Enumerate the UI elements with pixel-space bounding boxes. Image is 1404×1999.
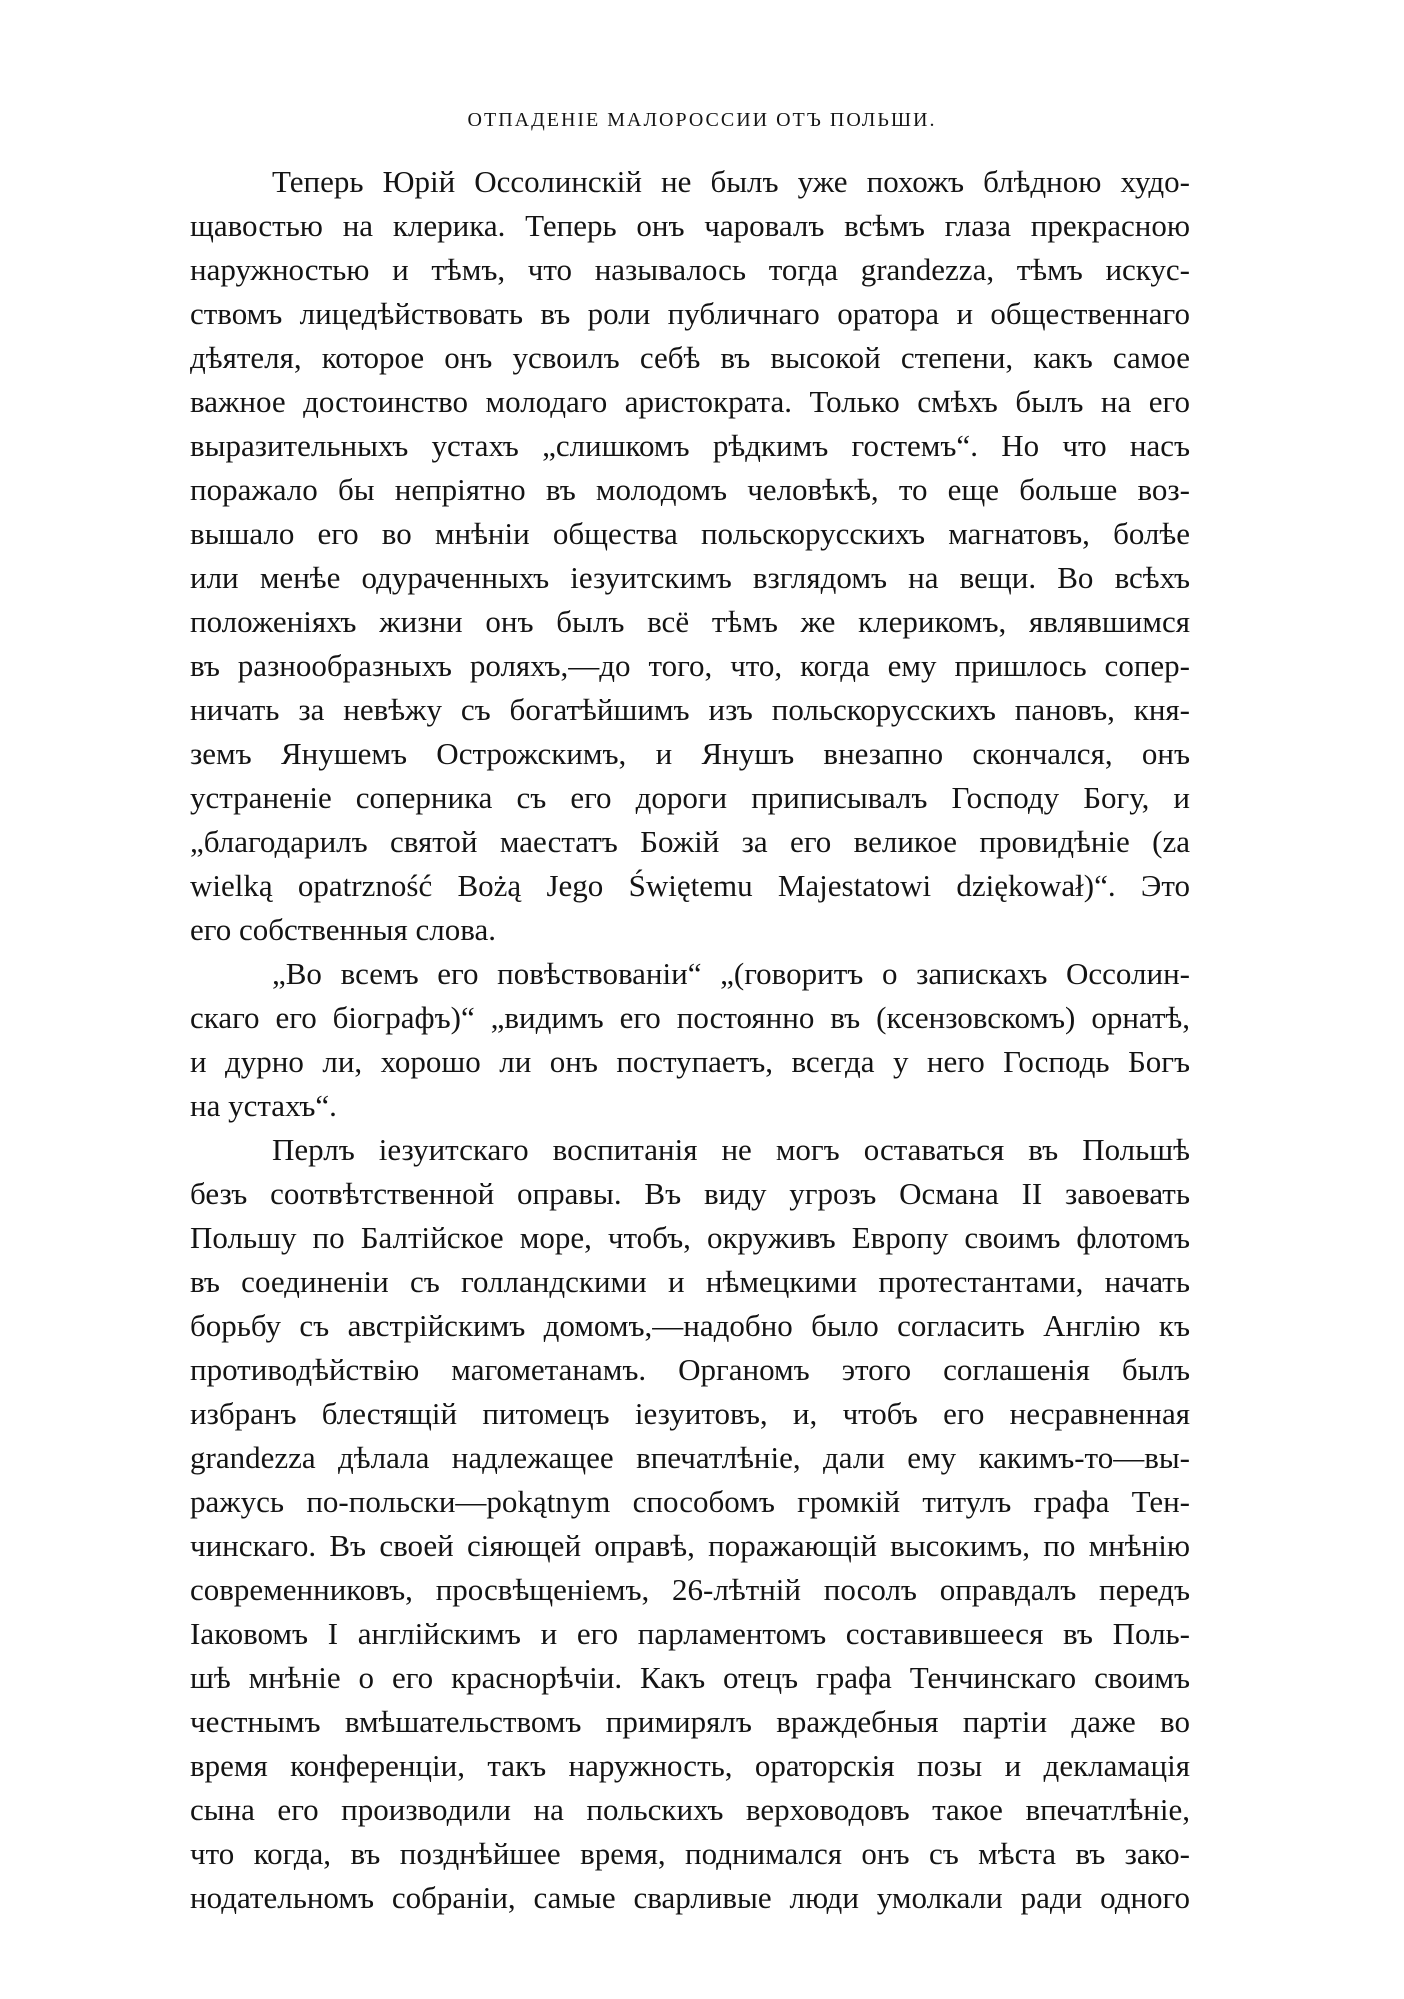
text-line: современниковъ, просвѣщеніемъ, 26-лѣтній посолъ оправдалъ передъ bbox=[190, 1572, 1190, 1607]
text-line: щавостью на клерика. Теперь онъ чаровалъ всѣмъ глаза прекрасною bbox=[190, 208, 1190, 243]
text-line: дѣятеля, которое онъ усвоилъ себѣ въ высокой степени, какъ самое bbox=[190, 340, 1190, 375]
text-line: скаго его біографъ)“ „видимъ его постоянно въ (ксензовскомъ) орнатѣ, bbox=[190, 1000, 1190, 1035]
text-line: или менѣе одураченныхъ іезуитскимъ взглядомъ на вещи. Во всѣхъ bbox=[190, 560, 1190, 595]
text-line: устраненіе соперника съ его дороги приписывалъ Господу Богу, и bbox=[190, 780, 1190, 815]
text-line: Перлъ іезуитскаго воспитанія не могъ оставаться въ Польшѣ bbox=[272, 1132, 1190, 1167]
text-line: ствомъ лицедѣйствовать въ роли публичнаго оратора и общественнаго bbox=[190, 296, 1190, 331]
text-line: „благодарилъ святой маестатъ Божій за его великое провидѣніе (za bbox=[190, 824, 1190, 859]
text-line: борьбу съ австрійскимъ домомъ,—надобно было согласить Англію къ bbox=[190, 1308, 1190, 1343]
text-line: выразительныхъ устахъ „слишкомъ рѣдкимъ гостемъ“. Но что насъ bbox=[190, 428, 1190, 463]
text-line: wielką opatrzność Bożą Jego Świętemu Majestatowi dziękował)“. Это bbox=[190, 868, 1190, 903]
text-line: избранъ блестящій питомецъ іезуитовъ, и, чтобъ его несравненная bbox=[190, 1396, 1190, 1431]
text-line: важное достоинство молодаго аристократа. Только смѣхъ былъ на его bbox=[190, 384, 1190, 419]
text-line: честнымъ вмѣшательствомъ примирялъ враждебныя партіи даже во bbox=[190, 1704, 1190, 1739]
text-line: Теперь Юрій Оссолинскій не былъ уже похожъ блѣдною худо- bbox=[272, 164, 1190, 199]
text-line: въ разнообразныхъ роляхъ,—до того, что, когда ему пришлось сопер- bbox=[190, 648, 1190, 683]
paragraph bbox=[190, 1128, 1190, 1920]
text-line: наружностью и тѣмъ, что называлось тогда grandezza, тѣмъ искус- bbox=[190, 252, 1190, 287]
text-line: земъ Янушемъ Острожскимъ, и Янушъ внезапно скончался, онъ bbox=[190, 736, 1190, 771]
text-line: сына его производили на польскихъ верховодовъ такое впечатлѣніе, bbox=[190, 1792, 1190, 1827]
text-line: ничать за невѣжу съ богатѣйшимъ изъ польскорусскихъ пановъ, кня- bbox=[190, 692, 1190, 727]
text-line: противодѣйствію магометанамъ. Органомъ этого соглашенія былъ bbox=[190, 1352, 1190, 1387]
text-line: нодательномъ собраніи, самые сварливые люди умолкали ради одного bbox=[190, 1880, 1190, 1915]
text-line: Польшу по Балтійское море, чтобъ, окруживъ Европу своимъ флотомъ bbox=[190, 1220, 1190, 1255]
text-line: grandezza дѣлала надлежащее впечатлѣніе, дали ему какимъ-то—вы- bbox=[190, 1440, 1190, 1475]
text-line: ражусь по-польски—pokątnym способомъ громкій титулъ графа Тен- bbox=[190, 1484, 1190, 1519]
paragraph bbox=[190, 952, 1190, 1128]
text-line: чинскаго. Въ своей сіяющей оправѣ, поражающій высокимъ, по мнѣнію bbox=[190, 1528, 1190, 1563]
paragraph bbox=[190, 160, 1190, 952]
running-title: ОТПАДЕНІЕ МАЛОРОССИИ ОТЪ ПОЛЬШИ. bbox=[467, 109, 937, 131]
text-line: время конференціи, такъ наружность, ораторскія позы и декламація bbox=[190, 1748, 1190, 1783]
text-line: что когда, въ позднѣйшее время, поднимался онъ съ мѣста въ зако- bbox=[190, 1836, 1190, 1871]
text-line: безъ соотвѣтственной оправы. Въ виду угрозъ Османа II завоевать bbox=[190, 1176, 1190, 1211]
text-line: положеніяхъ жизни онъ былъ всё тѣмъ же клерикомъ, являвшимся bbox=[190, 604, 1190, 639]
text-line: и дурно ли, хорошо ли онъ поступаетъ, всегда у него Господь Богъ bbox=[190, 1044, 1190, 1079]
main-text bbox=[190, 160, 1190, 1920]
text-line: вышало его во мнѣніи общества польскорусскихъ магнатовъ, болѣе bbox=[190, 516, 1190, 551]
text-line: поражало бы непріятно въ молодомъ человѣкѣ, то еще больше воз- bbox=[190, 472, 1190, 507]
text-line: шѣ мнѣніе о его краснорѣчіи. Какъ отецъ графа Тенчинскаго своимъ bbox=[190, 1660, 1190, 1695]
text-line: „Во всемъ его повѣствованіи“ „(говоритъ о запискахъ Оссолин- bbox=[272, 956, 1190, 991]
text-line: въ соединеніи съ голландскими и нѣмецкими протестантами, начать bbox=[190, 1264, 1190, 1299]
text-line: на устахъ“. bbox=[190, 1088, 337, 1123]
text-line: Іаковомъ I англійскимъ и его парламентомъ составившееся въ Поль- bbox=[190, 1616, 1190, 1651]
text-line: его собственныя слова. bbox=[190, 912, 496, 947]
